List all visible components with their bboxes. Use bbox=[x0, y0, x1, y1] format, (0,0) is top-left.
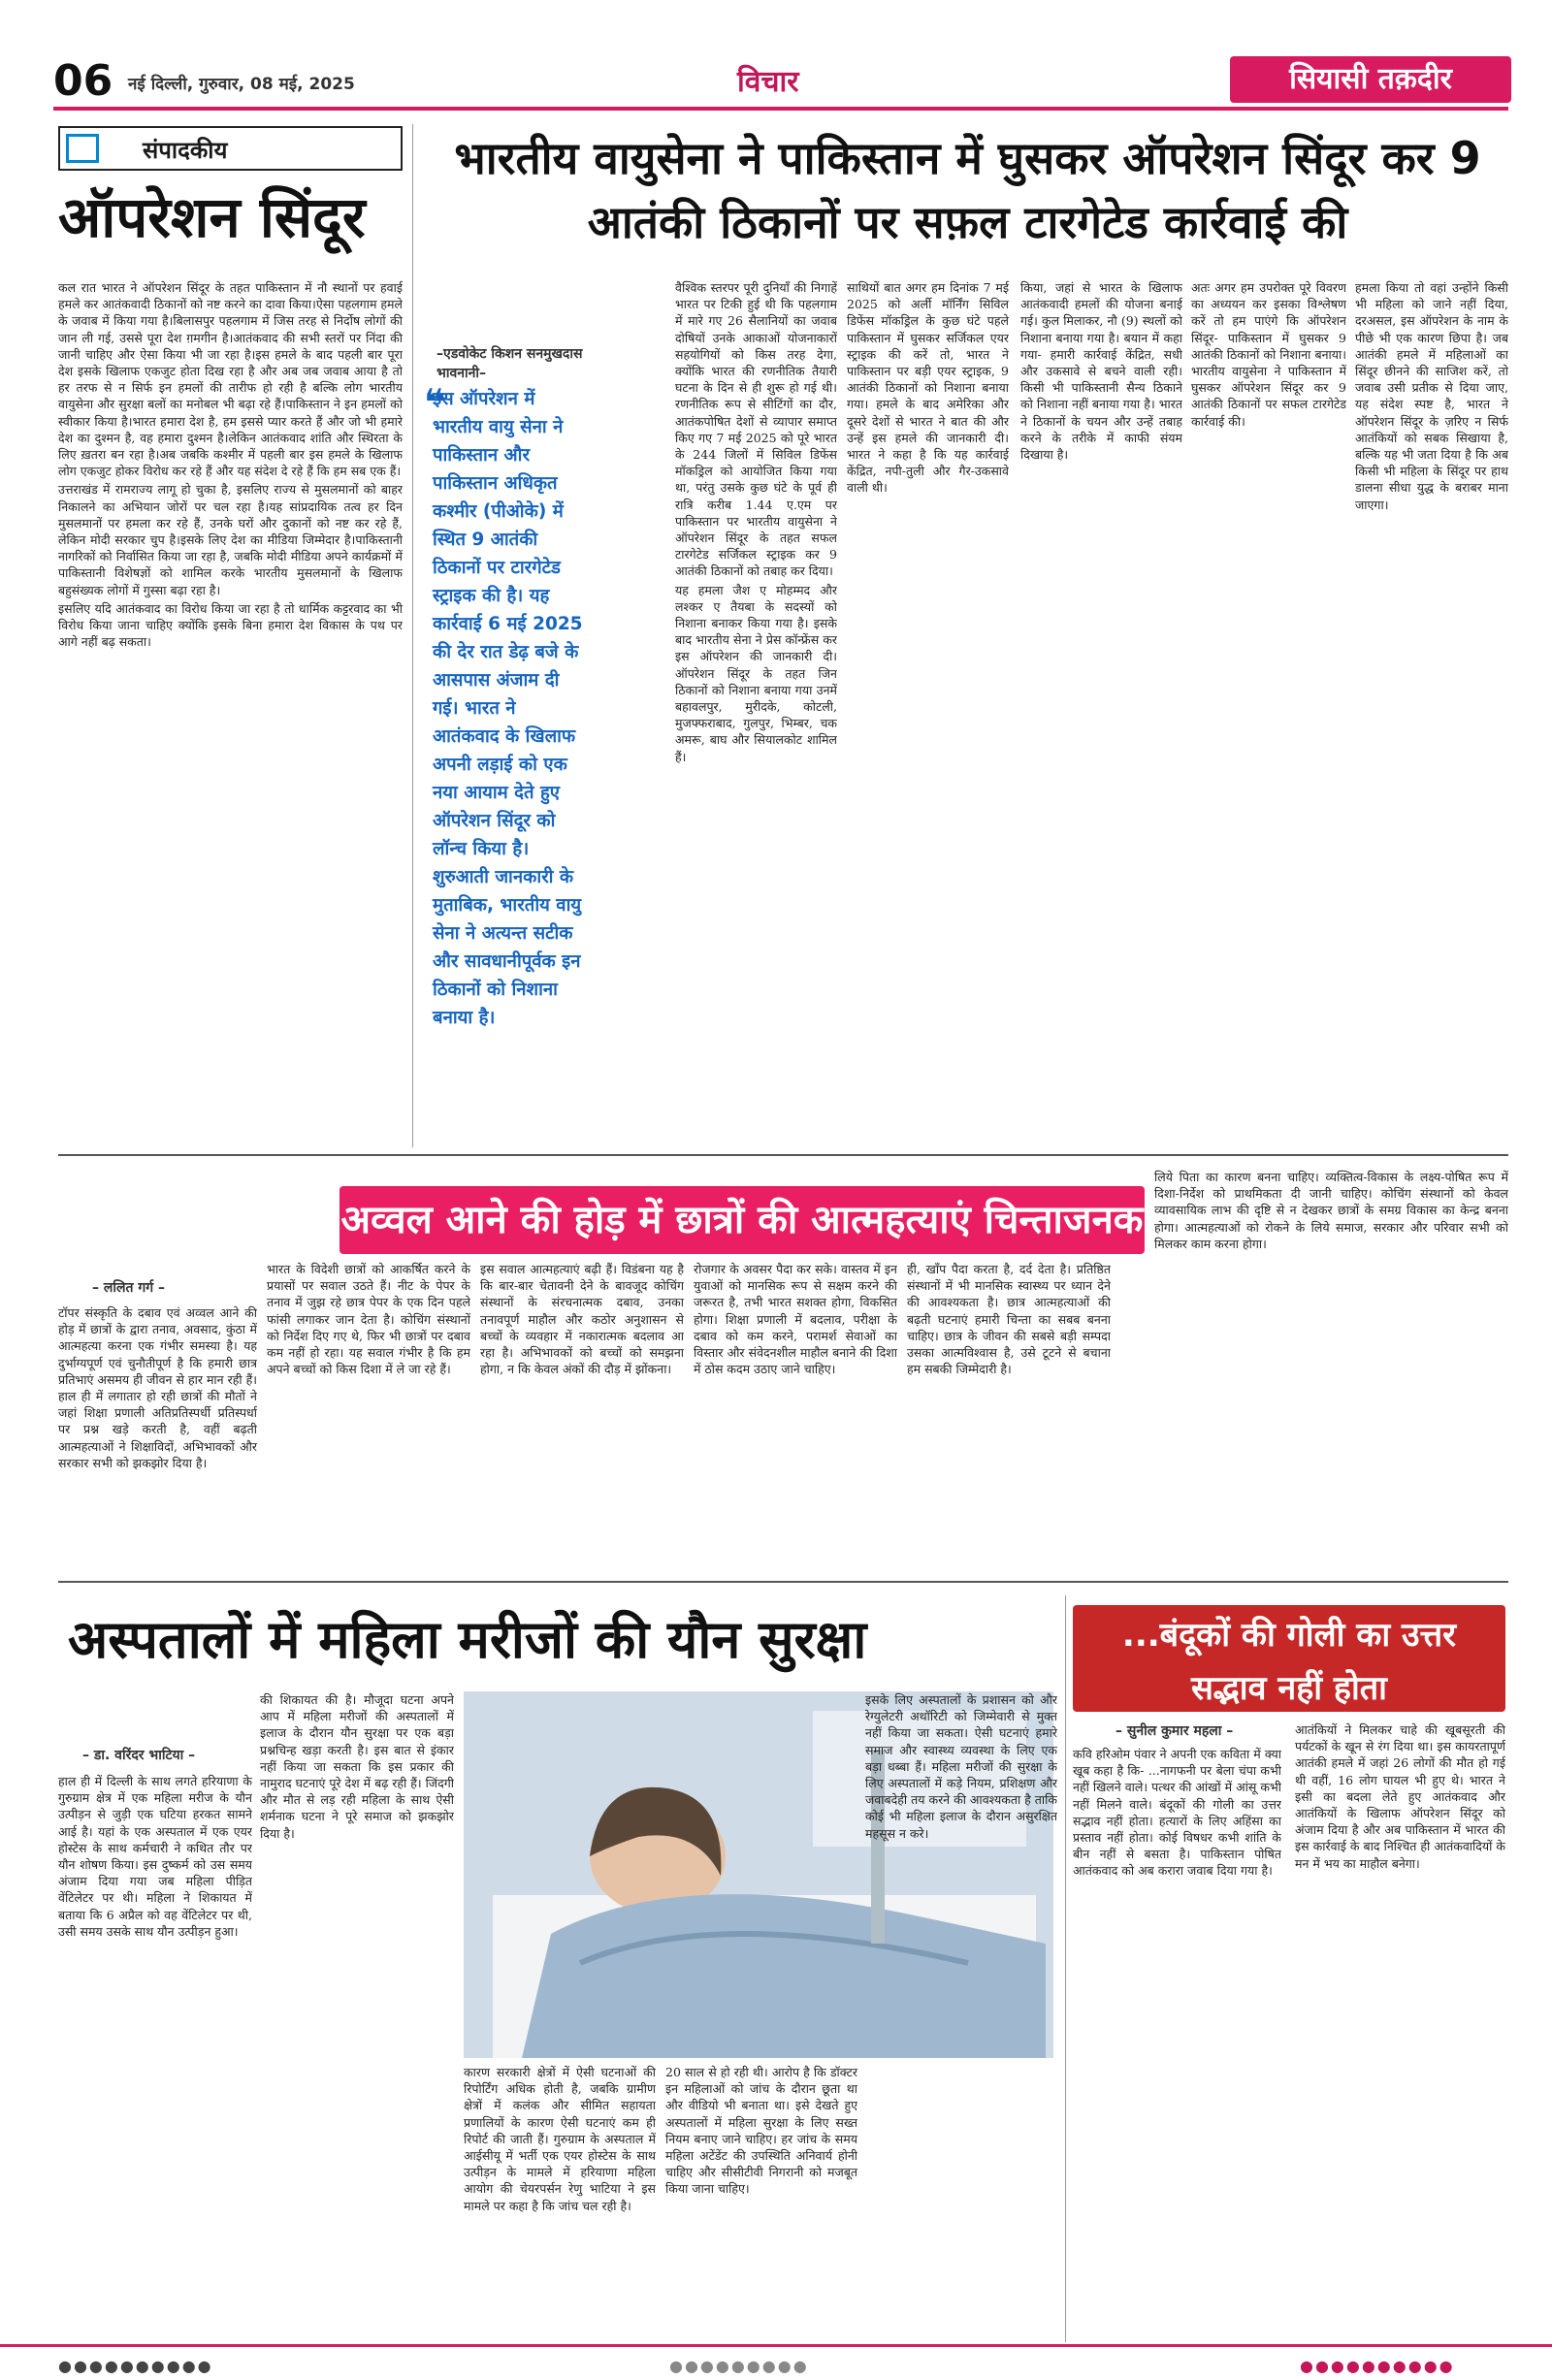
student-column-1 bbox=[58, 1304, 257, 1566]
footer-registration-marks bbox=[0, 2347, 1552, 2380]
student-column-4 bbox=[694, 1261, 897, 1566]
lead-column-4 bbox=[1191, 279, 1346, 1142]
paragraph: हमला किया तो वहां उन्होंने किसी भी महिला को जाने नहीं दिया, दरअसल, इस ऑपरेशन के नाम के पीछे भी एक कारण छिपा है। जब आतंकी हमले में महिलाओं का सिंदूर छीनने की साजिश करें, तो जवाब उसी प्रतीक से दिया जाए, यह संदेश स्पष्ट है, भारत ने ऑपरेशन सिंदूर के ज़रिए न सिर्फ आतंकियों को सबक सिखाया है, बल्कि यह भी जता दिया है कि अब किसी भी महिला के सिंदूर पर हाथ डालना सीधा युद्ध के बराबर माना जाएगा। bbox=[1355, 280, 1508, 512]
student-byline: – ललित गर्ग – bbox=[92, 1280, 165, 1296]
section-divider bbox=[58, 1581, 1508, 1583]
student-column-6 bbox=[1154, 1164, 1508, 1566]
paragraph: कारण सरकारी क्षेत्रों में ऐसी घटनाओं की रिपोर्टिंग अधिक होती है, जबकि ग्रामीण क्षेत्रों में कलंक और सीमित सहायता प्रणालियों के कारण ऐसी घटनाएं कम ही रिपोर्ट की जाती हैं। गुरुग्राम के अस्पताल में आईसीयू में भर्ती एक एयर होस्टेस के साथ उत्पीड़न के मामले में हरियाणा महिला आयोग की चेयरपर्सन रेणु भाटिया ने इस मामले पर कहा है कि जांच चल रही है। bbox=[464, 2065, 656, 2213]
column-divider bbox=[1065, 1595, 1066, 2342]
column-divider bbox=[412, 124, 413, 1147]
lead-byline: –एडवोकेट किशन सनमुखदास भावनानी– bbox=[436, 346, 583, 381]
hospital-byline: – डा. वरिंदर भाटिया – bbox=[82, 1748, 196, 1763]
section-title: विचार bbox=[737, 65, 799, 99]
section-divider bbox=[58, 1154, 1508, 1156]
registration-dots-right: ●●●●●●●●●● bbox=[1300, 2357, 1455, 2375]
masthead bbox=[0, 0, 1552, 107]
paragraph: लिये पिता का कारण बनना चाहिए। व्यक्तित्व-विकास के लक्ष्य-पोषित रूप में दिशा-निर्देश को प्राथमिकता दी जानी चाहिए। कोचिंग संस्थानों को केवल व्यावसायिक लाभ की दृष्टि से न देखकर छात्रों के समग्र विकास का केन्द्र बनना होगा। आत्महत्याओं को रोकने के लिये समाज, सरकार और परिवार सभी को मिलकर काम करना होगा। bbox=[1154, 1170, 1508, 1251]
paragraph: वैश्विक स्तरपर पूरी दुनियाँ की निगाहें भारत पर टिकी हुई थी कि पहलगाम में मारे गए 26 सैलानियों का जवाब दोषियों उनके आकाओं योजनाकारों सहयोगियों को किस तरह देगा, क्योंकि भारत की रणनीतिक तैयारी घटना के दिन से ही शुरू हो गई थी। रणनीतिक रूप से सीटिंगों का दौर, आतंकपोषित देशों से व्यापार समाप्त किए गए 7 मई 2025 को पूरे भारत के 244 जिलों में सिविल डिफेंस मॉकड्रिल को आयोजित किया गया था, परंतु उसके कुछ घंटे के पूर्व ही रात्रि करीब 1.44 ए.एम पर पाकिस्तान पर भारतीय वायुसेना ने ऑपरेशन सिंदूर के तहत सफल टारगेटेड सर्जिकल स्ट्राइक कर 9 आतंकी ठिकानों को तबाह कर दिया। bbox=[675, 280, 837, 579]
hospital-column-1 bbox=[58, 1773, 252, 2340]
paragraph: भारत के विदेशी छात्रों को आकर्षित करने के प्रयासों पर सवाल उठते हैं। नीट के पेपर के तनाव में जुझ रहे छात्र पेपर के एक दिन पहले फांसी लगाकर जान देता है। कोचिंग संस्थानों को निर्देश दिए गए थे, फिर भी छात्रों पर दबाव कम नहीं हो रहा। यह सवाल गंभीर है कि हम अपने बच्चों को किस दिशा में ले जा रहे हैं। bbox=[267, 1262, 470, 1377]
square-icon bbox=[66, 134, 99, 163]
editorial-label-box bbox=[58, 126, 403, 171]
paragraph: कवि हरिओम पंवार ने अपनी एक कविता में क्या खूब कहा है कि- ...नागफनी पर बेला चंपा कभी नहीं खिलने वाले। पत्थर की आंखों में आंसू कभी नहीं मिलने वाले। बंदूकों की गोली का उत्तर सद्भाव नहीं होता। हत्यारों के लिए अहिंसा का प्रस्ताव नहीं होता। कोई विषधर कभी शांति के बीन नहीं से बसता है। पाकिस्तान पोषित आतंकवाद को अब करारा जवाब दिया गया है। bbox=[1073, 1747, 1281, 1879]
student-column-5 bbox=[907, 1261, 1111, 1566]
hospital-column-3 bbox=[464, 2064, 656, 2340]
pull-quote: इस ऑपरेशन में भारतीय वायु सेना ने पाकिस्तान और पाकिस्तान अधिकृत कश्मीर (पीओके) में स्थित 9 आतंकी ठिकानों पर टारगेटेड स्ट्राइक की है। यह कार्रवाई 6 मई 2025 की देर रात डेढ़ बजे के आसपास अंजाम दी गई। भारत ने आतंकवाद के खिलाफ अपनी लड़ाई को एक नया आयाम देते हुए ऑपरेशन सिंदूर को लॉन्च किया है। शुरुआती जानकारी के मुताबिक, भारतीय वायु सेना ने अत्यन्त सटीक और सावधानीपूर्वक इन ठिकानों को निशाना बनाया है। bbox=[433, 389, 583, 1028]
page-number: 06 bbox=[53, 56, 113, 106]
editorial-label: संपादकीय bbox=[143, 137, 228, 164]
paragraph: टॉपर संस्कृति के दबाव एवं अव्वल आने की होड़ में छात्रों के द्वारा तनाव, अवसाद, कुंठा में आत्महत्या करना एक गंभीर समस्या है। यह दुर्भाग्यपूर्ण एवं चुनौतीपूर्ण है कि हमारी छात्र प्रतिभाएं असमय ही जीवन से हार मान रही हैं। हाल ही में लगातार हो रही छात्रों की मौतों ने जहां शिक्षा प्रणाली अतिप्रतिस्पर्धी प्रतिस्पर्धा पर प्रश्न खड़े करती है, वहीं बढ़ती आत्महत्याओं ने शिक्षाविदों, अभिभावकों और सरकार सभी को झकझोर दिया है। bbox=[58, 1305, 257, 1470]
registration-dots-mid: ●●●●●●●●● bbox=[669, 2357, 809, 2375]
header-divider bbox=[53, 107, 1508, 111]
hospital-column-2 bbox=[260, 1691, 454, 2340]
student-headline: अव्वल आने की होड़ में छात्रों की आत्महत्याएं चिन्ताजनक bbox=[340, 1198, 1144, 1242]
lead-column-3 bbox=[1020, 279, 1182, 1142]
lead-column-1 bbox=[675, 279, 837, 1142]
guns-column-1 bbox=[1073, 1746, 1281, 2340]
lead-headline: भारतीय वायुसेना ने पाकिस्तान में घुसकर ऑपरेशन सिंदूर कर 9 आतंकी ठिकानों पर सफ़ल टारगेटेड कार्रवाई की bbox=[454, 132, 1481, 248]
guns-headline-line2: सद्भाव नहीं होता bbox=[1191, 1669, 1387, 1708]
guns-headline-line1: ...बंदूकों की गोली का उत्तर bbox=[1121, 1616, 1457, 1655]
student-column-2 bbox=[267, 1261, 470, 1566]
student-column-3 bbox=[480, 1261, 684, 1566]
paragraph: ही, खाँप पैदा करता है, दर्द देता है। प्रतिष्ठित संस्थानों में भी मानसिक स्वास्थ्य पर ध्यान देने की आवश्यकता है। छात्र आत्महत्याओं की बढ़ती घटनाएं हमारी चिन्ता का सबब बनना चाहिए। छात्र के जीवन की सबसे बड़ी सम्पदा उसका आत्मविश्वास है, उसे टूटने से बचाना हम सबकी जिम्मेदारी है। bbox=[907, 1262, 1111, 1377]
quote-icon: ❝ bbox=[424, 381, 446, 424]
hospital-column-5 bbox=[865, 1691, 1057, 2340]
paragraph: कल रात भारत ने ऑपरेशन सिंदूर के तहत पाकिस्तान में नौ स्थानों पर हवाई हमले कर आतंकवादी ठिकानों को नष्ट करने का दावा किया।ऐसा पहलगाम हमले के जवाब में किया गया है।बिलासपुर पहलगाम में जिस तरह से निर्दोष लोगों की जान ली गई, उससे पूरा देश ग़मगीन है।आतंकवाद की सभी स्तरों पर निंदा की जानी चाहिए और ऐसा किया भी जा रहा है।इस हमले के बाद पहली बार पूरा देश इसके खिलाफ एकजुट होता दिख रहा है और अब जब जवाब आया है तो हर तरफ से न सिर्फ इन हमलों की तारीफ हो रही है बल्कि लोग भारतीय वायुसेना और सुरक्षा बलों का मनोबल भी बढ़ा रहे हैं।पाकिस्तान ने इन हमलों को स्वीकार किया है।भारत हमारा देश है, हम इससे प्यार करते हैं और जो भी हमारे देश का दुश्मन है, वह हमारा दुश्मन है।लेकिन आतंकवाद शांति और स्थिरता के लिए ख़तरा बन रहा है।अब जबकि कश्मीर में पहली बार इस हमले के खिलाफ लोग एकजुट होकर विरोध कर रहे हैं और यह संदेश दे रहे हैं कि हम सब एक हैं। bbox=[58, 280, 403, 479]
brand-logo: सियासी तक़दीर bbox=[1230, 56, 1511, 103]
paragraph: आतंकियों ने मिलकर चाहे की खूबसूरती की पर्यटकों के खून से रंग दिया था। इस कायरतापूर्ण आतंकी हमले में जहां 26 लोगों की मौत हो गई थी वहीं, 16 लोग घायल भी हुए थे। भारत ने इसी का बदला लेते हुए आतंकवाद और आतंकियों के खिलाफ ऑपरेशन सिंदूर को अंजाम दिया है और अब पाकिस्तान में भारत की इस कार्रवाई के बाद निश्चित ही आतंकवादियों के मन में भय का माहौल बनेगा। bbox=[1295, 1722, 1505, 1871]
paragraph: रोजगार के अवसर पैदा कर सके। वास्तव में इन युवाओं को मानसिक रूप से सक्षम करने की जरूरत है, तभी भारत सशक्त होगा, विकसित होगा। शिक्षा प्रणाली में बदलाव, परीक्षा के दबाव को कम करने, परामर्श सेवाओं का विस्तार और संवेदनशील माहौल बनाने की दिशा में ठोस कदम उठाए जाने चाहिए। bbox=[694, 1262, 897, 1377]
paragraph: साथियों बात अगर हम दिनांक 7 मई 2025 को अर्ली मॉर्निंग सिविल डिफेंस मॉकड्रिल के कुछ घंटे पहले पाकिस्तान में घुसकर सर्जिकल एयर स्ट्राइक की करें तो, भारत ने पाकिस्तान पर बड़ी एयर स्ट्राइक, 9 आतंकी ठिकानों को निशाना बनाया गया। हमले के बाद अमेरिका और दूसरे देशों से भारत ने बात की और उन्हें इस हमले की जानकारी दी। भारत ने कहा है कि यह कार्रवाई केंद्रित, नपी-तुली और गैर-उकसावे वाली थी। bbox=[847, 280, 1009, 496]
paragraph: यह हमला जैश ए मोहम्मद और लश्कर ए तैयबा के सदस्यों को निशाना बनाकर किया गया है। इसके बाद भारतीय सेना ने प्रेस कॉन्फ्रेंस कर इस ऑपरेशन की जानकारी दी। ऑपरेशन सिंदूर के तहत जिन ठिकानों को निशाना बनाया गया उनमें बहावलपुर, मुरीदके, कोटली, मुजफ्फराबाद, गुलपुर, भिम्बर, चक अमरू, बाघ और सियालकोट शामिल हैं। bbox=[675, 582, 837, 764]
paragraph: अतः अगर हम उपरोक्त पूरे विवरण का अध्ययन कर इसका विश्लेषण करें तो हम पाएंगे कि ऑपरेशन सिंदूर- पाकिस्तान में घुसकर 9 आतंकी ठिकानों को निशाना बनाया। भारतीय वायुसेना ने पाकिस्तान में घुसकर ऑपरेशन सिंदूर कर 9 आतंकी ठिकानों पर सफल टारगेटेड कार्रवाई की। bbox=[1191, 280, 1346, 429]
paragraph: इसलिए यदि आतंकवाद का विरोध किया जा रहा है तो धार्मिक कट्टरवाद का भी विरोध किया जाना चाहिए क्योंकि इसके बिना हमारा देश विकास के पथ पर आगे नहीं बढ़ सकता। bbox=[58, 600, 403, 650]
paragraph: हाल ही में दिल्ली के साथ लगते हरियाणा के गुरुग्राम क्षेत्र में एक महिला मरीज के यौन उत्पीड़न से जुड़ी एक घटिया हरकत सामने आई है। यहां के एक अस्पताल में एक एयर होस्टेस के साथ कर्मचारी ने कथित तौर पर यौन शोषण किया। इस दुष्कर्म को उस समय अंजाम दिया गया जब महिला पीड़ित वेंटिलेटर पर थी। महिला ने शिकायत में बताया कि 6 अप्रैल को वह वेंटिलेटर पर थी, उसी समय उसके साथ यौन उत्पीड़न हुआ। bbox=[58, 1774, 252, 1939]
editorial-body bbox=[58, 279, 403, 1096]
editorial-title: ऑपरेशन सिंदूर bbox=[58, 184, 366, 250]
paragraph: इस सवाल आत्महत्याएं बढ़ी हैं। विडंबना यह है कि बार-बार चेतावनी देने के बावजूद कोचिंग संस्थानों के संरचनात्मक दबाव, उनका तनावपूर्ण माहौल और कठोर अनुशासन से बच्चों के व्यवहार में नकारात्मक बदलाव आ रहा है। अभिभावकों को बच्चों को समझना होगा, न कि केवल अंकों की दौड़ में झोंकना। bbox=[480, 1262, 684, 1377]
paragraph: इसके लिए अस्पतालों के प्रशासन को और रेग्युलेटरी अथॉरिटी को जिम्मेवारी से मुक्त नहीं किया जा सकता। ऐसी घटनाएं हमारे समाज और स्वास्थ्य व्यवस्था के लिए एक बड़ा धब्बा हैं। महिला मरीजों की सुरक्षा के लिए अस्पतालों में कड़े नियम, प्रशिक्षण और जवाबदेही तय करने की आवश्यकता है ताकि कोई भी महिला इलाज के दौरान असुरक्षित महसूस न करे। bbox=[865, 1692, 1057, 1841]
lead-column-2 bbox=[847, 279, 1009, 1142]
paragraph: किया, जहां से भारत के खिलाफ आतंकवादी हमलों की योजना बनाई गई। कुल मिलाकर, नौ (9) स्थलों को निशाना बनाया गया है। बयान में कहा गया- हमारी कार्रवाई केंद्रित, सधी और उकसावे से बचने वाली रही। किसी भी पाकिस्तानी सैन्य ठिकाने को निशाना नहीं बनाया गया है। भारत ने ठिकानों के चयन और उन्हें तबाह करने के तरीके में काफी संयम दिखाया है। bbox=[1020, 280, 1182, 463]
hospital-column-4 bbox=[665, 2064, 857, 2340]
guns-headline-banner bbox=[1073, 1605, 1505, 1712]
guns-column-2 bbox=[1295, 1721, 1505, 2340]
paragraph: की शिकायत की है। मौजूदा घटना अपने आप में महिला मरीजों की अस्पतालों में इलाज के दौरान यौन सुरक्षा पर एक बड़ा प्रश्नचिन्ह खड़ा करती है। इस बात से इंकार नहीं किया जा सकता कि इस प्रकार की नामुराद घटनाएं पूरे देश में बढ़ रही हैं। जिंदगी और मौत से लड़ रही महिला के साथ ऐसी शर्मनाक घटना ने पूरे समाज को झकझोर दिया है। bbox=[260, 1692, 454, 1841]
dateline: नई दिल्ली, गुरुवार, 08 मई, 2025 bbox=[128, 75, 355, 94]
paragraph: उत्तराखंड में रामराज्य लागू हो चुका है, इसलिए राज्य से मुसलमानों को बाहर निकालने का अभियान जोरों पर चल रहा है।यह सांप्रदायिक तत्व हर दिन मुसलमानों पर हमला कर रहे हैं, उनके घरों और दुकानों को नष्ट कर रहे हैं, लेकिन मोदी सरकार चुप है।इसके लिए देश का मीडिया जिम्मेदार है।पाकिस्तानी नागरिकों को निर्वासित किया जा रहा है, जबकि मोदी मीडिया अपने कार्यक्रमों में पाकिस्तानी विशेषज्ञों को शामिल करके भारतीय मुसलमानों के खिलाफ बहुसंख्यक लोगों में गुस्सा बढ़ा रहा है। bbox=[58, 482, 403, 597]
guns-byline: – सुनील कुमार महला – bbox=[1116, 1723, 1234, 1739]
student-headline-banner bbox=[340, 1186, 1145, 1254]
hospital-headline: अस्पतालों में महिला मरीजों की यौन सुरक्षा bbox=[68, 1609, 867, 1670]
paragraph: 20 साल से हो रही थी। आरोप है कि डॉक्टर इन महिलाओं को जांच के दौरान छूता था और वीडियो भी बनाता था। इसे देखते हुए अस्पतालों में महिला सुरक्षा के लिए सख्त नियम बनाए जाने चाहिए। हर जांच के समय महिला अटेंडेंट की उपस्थिति अनिवार्य होनी चाहिए और सीसीटीवी निगरानी को मजबूत किया जाना चाहिए। bbox=[665, 2065, 857, 2197]
registration-dots-left: ●●●●●●●●●● bbox=[58, 2357, 213, 2375]
lead-column-5 bbox=[1355, 279, 1508, 1142]
